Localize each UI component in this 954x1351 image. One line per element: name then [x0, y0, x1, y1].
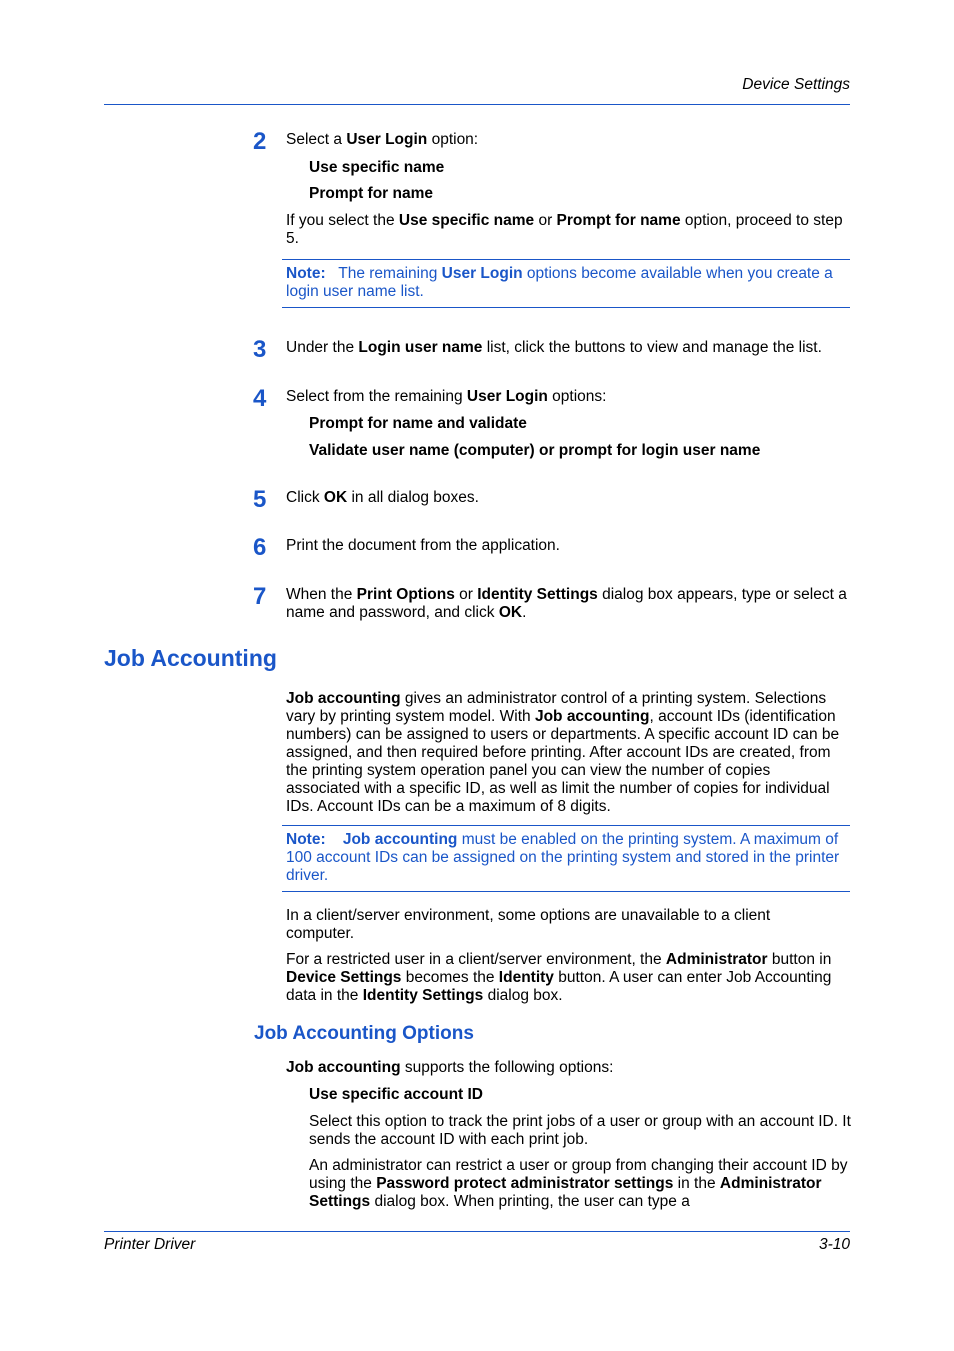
step-text: When the Print Options or Identity Settings dialog box appears, type or select a name and password, and click OK. [286, 586, 847, 621]
page-header-title: Device Settings [742, 76, 850, 93]
step-number: 4 [253, 385, 267, 412]
step-number: 2 [253, 128, 267, 155]
option-label: Prompt for name [309, 185, 434, 202]
option-label: Prompt for name and validate [309, 415, 527, 432]
step-text: Under the Login user name list, click the buttons to view and manage the list. [286, 339, 822, 356]
subsection-heading: Job Accounting Options [254, 1023, 474, 1044]
paragraph: Job accounting gives an administrator control of a printing system. Selections vary by printing system model. With Job accounting, account IDs (identification numbers) can be assigned to users or departments. A specific account ID can be assigned, and then required before printing. After account IDs are created, from the printing system operation panel you can view the number of copies associated with a specific ID, as well as limit the number of copies for individual IDs. Account IDs can be a maximum of 8 digits. [286, 690, 840, 815]
step-number: 6 [253, 534, 267, 561]
step-text: Select a User Login option: [286, 131, 479, 148]
footer-rule [104, 1231, 850, 1232]
paragraph: In a client/server environment, some options are unavailable to a client computer. [286, 907, 771, 942]
paragraph: For a restricted user in a client/server environment, the Administrator button in Device Settings becomes the Identity button. A user can enter Job Accounting data in the Identity Settings dialog box. [286, 951, 832, 1004]
option-label: Validate user name (computer) or prompt for login user name [309, 442, 761, 459]
note-bottom-rule [282, 307, 850, 308]
option-label: Use specific name [309, 159, 445, 176]
note-box: Note: Job accounting must be enabled on the printing system. A maximum of 100 account IDs can be assigned on the printing system and stored in the printer driver. [286, 831, 840, 884]
step-number: 3 [253, 336, 267, 363]
header-rule [104, 104, 850, 105]
note-box: Note: The remaining User Login options become available when you create a login user name list. [286, 265, 833, 300]
step-text: Select from the remaining User Login options: [286, 388, 607, 405]
step-text: Click OK in all dialog boxes. [286, 489, 479, 506]
section-heading: Job Accounting [104, 645, 277, 671]
paragraph: Select this option to track the print jobs of a user or group with an account ID. It sends the account ID with each print job. [309, 1113, 851, 1148]
footer-title: Printer Driver [104, 1236, 196, 1253]
step-text: Print the document from the application. [286, 537, 560, 554]
paragraph: An administrator can restrict a user or group from changing their account ID by using the Password protect administrator settings in the Administrator Settings dialog box. When printing, the user can type a [309, 1157, 848, 1210]
note-bottom-rule [282, 891, 850, 892]
note-top-rule [282, 259, 850, 260]
page-number: 3-10 [818, 1236, 850, 1253]
step-number: 5 [253, 486, 267, 513]
paragraph: If you select the Use specific name or Prompt for name option, proceed to step 5. [286, 212, 843, 247]
step-number: 7 [253, 583, 267, 610]
option-label: Use specific account ID [309, 1086, 484, 1103]
paragraph: Job accounting supports the following options: [286, 1059, 614, 1076]
note-top-rule [282, 825, 850, 826]
